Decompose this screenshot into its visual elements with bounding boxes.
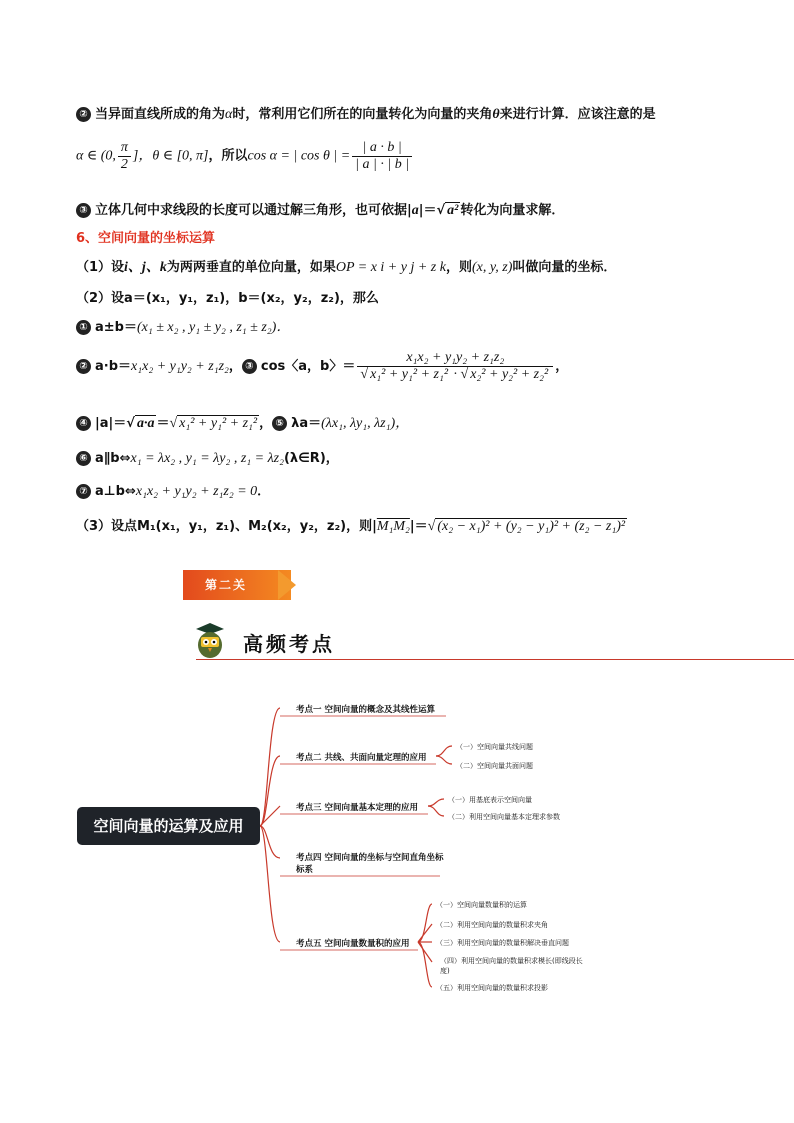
topic-3-sub-1: （一）用基底表示空间向量 [448,796,532,804]
topic-3: 考点三 空间向量基本定理的应用 [296,803,418,813]
topic-4: 考点四 空间向量的坐标与空间直角坐标 [296,853,444,862]
mindmap-root: 空间向量的运算及应用 [77,807,260,845]
topic-3-sub-2: （二）利用空间向量基本定理求参数 [448,813,560,821]
topic-4-line2: 标系 [296,865,314,875]
formula-2-3: ② a·b＝x₁x₂ + y₁y₂ + z₁z₂， ③ cos〈a，b〉＝ $\frac{\text{x₁x₂ + y₁y₂ + z₁z₂}}{\text{√ x₁² + y₁² + z₁² · √ x₂² + y₂² + z₂²}}$ ， [76,350,568,383]
para2-formula: α ∈ (0, $\frac{\pi}{2}$ ]，θ ∈ [0, π]，所以cos α = | cos θ | = $\frac{| a \cdot b |}{| a | \cdot | b |}$ [76,140,414,173]
topic-2: 考点二 共线、共面向量定理的应用 [296,753,427,763]
topic-5-sub-3: （三）利用空间向量的数量积解决垂直问题 [436,939,569,947]
topic-5-sub-4-cont: 度) [440,967,450,975]
circled-number: ② [76,107,91,122]
item2-line: （2）设a＝(x₁，y₁，z₁)，b＝(x₂，y₂，z₂)，那么 [76,291,379,306]
topic-5-sub-4: （四）利用空间向量的数量积求模长(即线段长 [440,957,583,965]
cos-fraction: $\frac{| a \cdot b |}{| a | \cdot | b |}$ [352,140,412,173]
formula-4-5: ④ |a|＝√ a·a ＝√ x₁² + y₁² + z₁² ， ⑤ λa＝(λx₁, λy₁, λz₁)， [76,412,409,432]
item1-line: （1）设i、j、k为两两垂直的单位向量，如果OP = x i + y j + z k，则(x, y, z)叫做向量的坐标． [76,260,617,275]
section-heading: 高频考点 [243,632,335,656]
topic-2-sub-1: （一）空间向量共线问题 [456,743,533,751]
topic-5-sub-5: （五）利用空间向量的数量积求投影 [436,984,548,992]
para3-line: ③ 立体几何中求线段的长度可以通过解三角形，也可依据|a|＝√ a² 转化为向量求解． [76,199,564,219]
para2-line1: ② 当异面直线所成的角为α时，常利用它们所在的向量转化为向量的夹角θ来进行计算．应该注意的是 [76,103,656,123]
topic-2-sub-2: （二）空间向量共面问题 [456,762,533,770]
topic-5-sub-1: （一）空间向量数量积的运算 [436,901,527,909]
topic-5-sub-2: （二）利用空间向量的数量积求夹角 [436,921,548,929]
item3-line: （3）设点M₁(x₁，y₁，z₁)、M₂(x₂，y₂，z₂)，则|M₁M₂|＝√ (x₂ − x₁)² + (y₂ − y₁)² + (z₂ − z₁)² [76,519,626,534]
topic-1: 考点一 空间向量的概念及其线性运算 [296,705,435,715]
section-title: 6、空间向量的坐标运算 [76,231,216,246]
banner-label: 第二关 [205,578,248,592]
formula-1: ① a±b＝(x₁ ± x₂ , y₁ ± y₂ , z₁ ± z₂)． [76,316,290,336]
cos-angle-fraction: $\frac{\text{x₁x₂ + y₁y₂ + z₁z₂}}{\text{√ x₁² + y₁² + z₁² · √ x₂² + y₂² + z₂²}}$ [357,350,553,383]
topic-5: 考点五 空间向量数量积的应用 [296,939,410,949]
formula-7: ⑦ a⊥b⇔x₁x₂ + y₁y₂ + z₁z₂ = 0． [76,480,270,500]
formula-6: ⑥ a∥b⇔x₁ = λx₂ , y₁ = λy₂ , z₁ = λz₂(λ∈R)， [76,447,339,467]
